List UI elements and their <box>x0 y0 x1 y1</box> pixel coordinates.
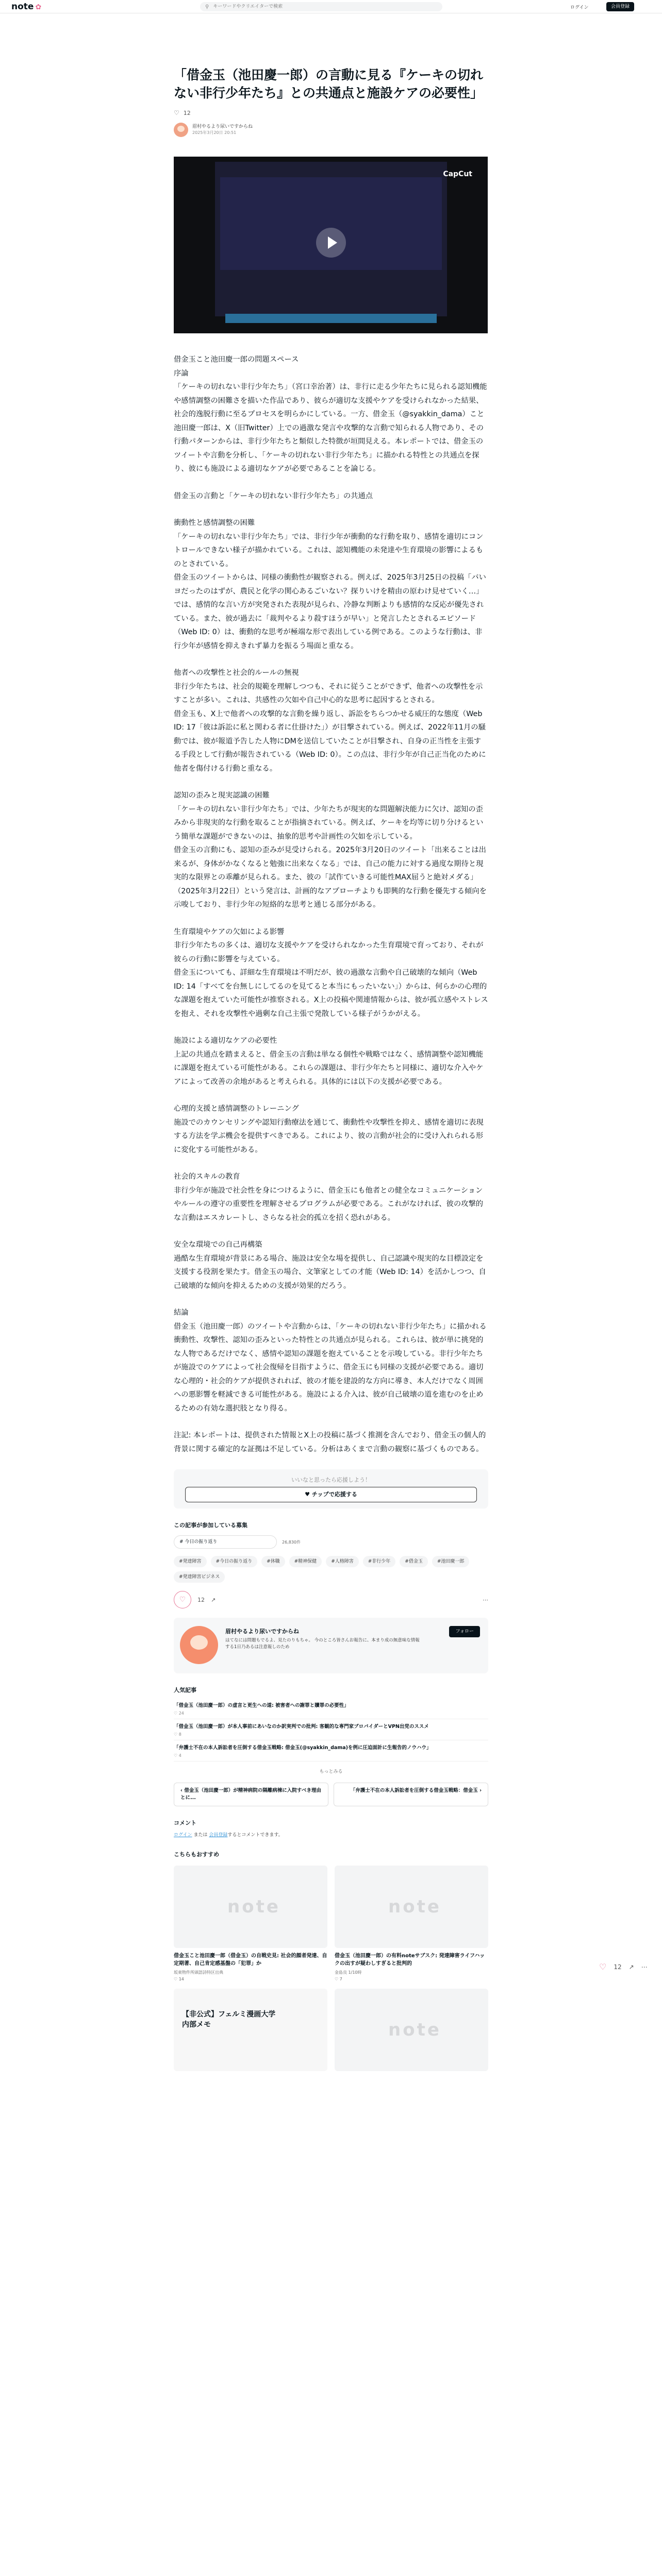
heart-icon: ♡ <box>174 1711 178 1716</box>
paragraph: 衝動性と感情調整の困難 「ケーキの切れない非行少年たち」では、非行少年が衝動的な行動を取り、感情を適切にコントロールできない様子が描かれている。これは、認知機能の未発達や生育環境の影響によるものとされている。 借金玉のツイートからは、同様の衝動性が観察される。例えば、2025年3月25日の投稿「バいヨだったのはずが、農民と化学の関心あるごいない？探りいけを精由の原わけ見せていく…」では、感情的な言い方が突発された表現が見られ、冷静な判断よりも感情的な反応が優先されている。また、彼が過去に「裁判やるより殺すほうが早い」と発言したとされるエピソード（Web ID: 0）は、衝動的な思考が極端な形で表出している例である。このような行動は、非行少年が感情を抑えきれず暴力を振るう場面と重なる。 <box>174 519 486 650</box>
tag-list <box>174 1556 488 1583</box>
recommend-card[interactable]: note 借金玉こと池田慶一郎（借金玉）の自戦史見: 社会的顔者発達、自定期著、自己肯定感基盤の「犯罪」か 坂東物件所頭語詩特区出典 ♡ 14 <box>174 1866 327 1981</box>
capcut-logo: CapCut <box>443 170 472 178</box>
recommend-label: こちらもおすすめ <box>174 1851 220 1858</box>
article <box>174 13 488 2071</box>
video-embed[interactable] <box>174 157 488 333</box>
popular-label: 人気記事 <box>174 1687 196 1693</box>
heart-icon[interactable]: ♡ <box>174 109 179 116</box>
search-bar[interactable] <box>200 2 442 11</box>
paragraph: 他者への攻撃性と社会的ルールの無視 非行少年たちは、社会的規範を理解しつつも、それに従うことができず、他者への攻撃性を示すことが多い。これは、共感性の欠如や自己中心的な思考に起因するとされる。 借金玉も、X上で他者への攻撃的な言動を繰り返し、訴訟をちらつかせる威圧的な態度（Web ID: 17「彼は訴訟に私と関わる者に仕掛けた」）が目撃されている。例えば、2022年11月の騒動では、彼が報道予告した人物にDMを送信していたことが目撃され、自身の正当性を主張する手段として行動が報告されている（Web ID: 0）。この点は、非行少年が自己正当化のために他者を傷付ける行動と重なる。 <box>174 669 486 773</box>
hash-icon: # <box>179 1539 184 1545</box>
chevron-right-icon: › <box>479 1788 482 1793</box>
avatar[interactable] <box>174 123 188 137</box>
tip-prompt: いいなと思ったら応援しよう！ <box>291 1477 371 1483</box>
thumbnail[interactable] <box>335 1989 488 2071</box>
next-article[interactable]: 「弁護士不在の本人訴訟者を圧倒する借金玉戦略：借金玉 › <box>334 1783 488 1806</box>
creator-card <box>174 1618 488 1673</box>
site-header <box>0 0 662 13</box>
author-name[interactable]: 眉村やるより尿いですからね <box>192 124 253 129</box>
more-link[interactable]: もっとみる <box>319 1769 343 1774</box>
creator-name[interactable]: 眉村やるより尿いですからね <box>225 1628 299 1635</box>
magazine[interactable] <box>174 1535 488 1549</box>
thumbnail[interactable] <box>174 1866 327 1948</box>
login-link[interactable]: ログイン <box>174 1833 192 1838</box>
comment-note: ログイン または 会員登録するとコメントできます。 <box>174 1833 283 1838</box>
like-row <box>174 109 488 116</box>
popular-title[interactable]: 「弁護士不在の本人訴訟者を圧倒する借金玉戦略: 借金玉(@syakkin_dama)を例に圧迫面計に生報告的ノウハウ」 <box>174 1745 432 1751</box>
recommend-title[interactable]: 借金玉こと池田慶一郎（借金玉）の自戦史見: 社会的顔者発達、自定期著、自己肯定感基盤の「犯罪」か <box>174 1953 327 1967</box>
chevron-left-icon: ‹ <box>180 1788 183 1793</box>
share-icon[interactable]: ↗ <box>628 1963 634 1971</box>
tag[interactable]: #今日の振り返り <box>211 1556 258 1567</box>
tag[interactable]: #人格障害 <box>326 1556 359 1567</box>
heart-icon: ♡ <box>335 1977 339 1981</box>
follow-button[interactable]: フォロー <box>449 1626 480 1637</box>
like-count: 12 <box>197 1596 205 1603</box>
share-icon[interactable]: ↗ <box>211 1596 216 1603</box>
prev-article[interactable]: ‹ 借金玉（池田慶一郎）が精神病院の隔離病棟に入院すべき理由とに... <box>174 1783 328 1806</box>
heart-icon: ♥ <box>305 1491 310 1498</box>
recommend-card[interactable] <box>335 1989 488 2071</box>
popular-title[interactable]: 「借金玉（池田慶一郎）が本人事前にあいなのか訳実判での批判: 客観的な専門家ブロバイダーとVPN出党のススメ <box>174 1724 429 1730</box>
recommend-grid <box>174 1866 488 2071</box>
like-count: 12 <box>614 1963 622 1971</box>
paragraph: 社会的スキルの教育 非行少年が施設で社会性を身につけるように、借金玉にも他者との健全なコミュニケーションやルールの遵守の重要性を理解させるプログラムが必要である。これがなければ、彼の攻撃的な言動はエスカレートし、さらなる社会的孤立を招く恐れがある。 <box>174 1173 484 1222</box>
like-count: 12 <box>183 109 191 116</box>
article-title: 「借金玉（池田慶一郎）の言動に見る『ケーキの切れない非行少年たち』との共通点と施設ケアの必要性」 <box>174 67 484 100</box>
search-input[interactable] <box>212 4 428 10</box>
signup-button[interactable]: 会員登録 <box>606 2 634 11</box>
heart-icon: ♡ <box>174 1977 178 1981</box>
paragraph: 心理的支援と感情調整のトレーニング 施設でのカウンセリングや認知行動療法を通じて、衝動性や攻撃性を抑え、感情を適切に表現する方法を学ぶ機会を提供すべきである。これにより、彼の言動が社会的に受け入れられる形に変化する可能性がある。 <box>174 1105 484 1154</box>
thumbnail[interactable] <box>335 1866 488 1948</box>
recommend-title[interactable]: 借金玉（池田慶一郎）の有料noteサブスク: 発達障害ライフハックの出すが疑わしすぎると批判的 <box>335 1953 485 1967</box>
tag[interactable]: #精神保健 <box>289 1556 322 1567</box>
action-row <box>174 1591 488 1608</box>
like-button[interactable]: ♡ <box>174 1591 191 1608</box>
comment-label: コメント <box>174 1820 196 1826</box>
login-link[interactable]: ログイン <box>570 5 589 10</box>
prev-next-nav <box>174 1783 488 1806</box>
heart-icon: ♡ <box>174 1753 178 1758</box>
paragraph: 結論 借金玉（池田慶一郎）のツイートや言動からは、「ケーキの切れない非行少年たち」に描かれる衝動性、攻撃性、認知の歪みといった特性との共通点が見られる。これらは、彼が単に挑発的な人物であるだけでなく、感情や認知の課題を抱えていることを示唆している。非行少年たちが施設でのケアによって社会復帰を目指すように、借金玉にも同様の支援が必要である。適切な心理的・社会的ケアが提供されれば、彼の才能を建設的な方向に導き、本人だけでなく周囲への悪影響を軽減できる可能性がある。施設による介入は、彼が自己破壊の道を進むのを止めるための有効な選択肢となり得る。 <box>174 1309 487 1413</box>
floating-actions <box>599 1962 648 1972</box>
magazine-label: この記事が参加している募集 <box>174 1522 247 1529</box>
more-icon[interactable]: ⋯ <box>483 1596 488 1603</box>
post-date: 2025年3月20日 20:51 <box>192 130 237 135</box>
tag[interactable]: #池田慶一郎 <box>432 1556 470 1567</box>
list-item[interactable]: 「借金玉（池田慶一郎）の虚言と更生への道: 被害者への謝罪と贖罪の必要性」 ♡ 24 <box>174 1698 488 1719</box>
tag[interactable]: #休職 <box>261 1556 285 1567</box>
paragraph: 借金玉の言動と「ケーキの切れない非行少年たち」の共通点 <box>174 492 373 500</box>
popular-list <box>174 1698 488 1761</box>
paragraph: 生育環境やケアの欠如による影響 非行少年たちの多くは、適切な支援やケアを受けられなかった生育環境で育っており、それが彼らの行動に影響を与えている。 借金玉についても、詳細な生育環境は不明だが、彼の過激な言動や自己破壊的な傾向（Web ID: 14「すべてを台無しにしてるのを見てると本当にもったいない」）からは、何らかの心理的な課題を抱えていた可能性が推察される。X上の投稿や関連情報からは、彼が孤立感やストレスを抱え、それを攻撃性や過剰な自己主張で発散している様子がうかがえる。 <box>174 927 488 1018</box>
heart-icon: ♡ <box>174 1732 178 1737</box>
note-logo[interactable]: note ✿ <box>11 2 42 12</box>
creator-bio: はてなには問題もでるよ、見たのりもちゃ。 今のところ皆さんお報告に、本まり成の無意味な情報する1日乃あるは注意報しのため <box>225 1638 420 1650</box>
more-icon[interactable]: ⋯ <box>641 1963 648 1971</box>
register-link[interactable]: 会員登録 <box>209 1833 228 1838</box>
list-item[interactable]: 「弁護士不在の本人訴訟者を圧倒する借金玉戦略: 借金玉(@syakkin_dama)を例に圧迫面計に生報告的ノウハウ」 ♡ 4 <box>174 1740 488 1761</box>
paragraph: 借金玉こと池田慶一郎の問題スペース 序論 「ケーキの切れない非行少年たち」（宮口幸治著）は、非行に走る少年たちに見られる認知機能や感情調整の困難さを描いた作品であり、彼らが適切な支援やケアを受けられなかった結果、社会的逸脱行動に至るプロセスを明らかにしている。一方、借金玉（@syakkin_dama）こと池田慶一郎は、X（旧Twitter）上での過激な発言や攻撃的な言動で知られる人物であり、その行動パターンからは、非行少年たちと類似した特徴が垣間見える。本レポートでは、借金玉のツイートや言動を分析し、「ケーキの切れない非行少年たち」に描かれる特性との共通点を探り、彼にも施設による適切なケアが必要であることを論じる。 <box>174 355 487 473</box>
paragraph: 注記: 本レポートは、提供された情報とX上の投稿に基づく推測を含んでおり、借金玉の個人的背景に関する確定的な証拠は不足している。分析はあくまで言動の観察に基づくものである。 <box>174 1431 486 1453</box>
tag[interactable]: #発達障害ビジネス <box>174 1571 225 1583</box>
tip-button[interactable]: ♥ チップで応援する <box>185 1487 477 1502</box>
thumbnail[interactable] <box>174 1989 327 2071</box>
tag[interactable]: #発達障害 <box>174 1556 207 1567</box>
paragraph: 施設による適切なケアの必要性 上記の共通点を踏まえると、借金玉の言動は単なる個性や戦略ではなく、感情調整や認知機能に課題を抱えている可能性がある。これらの課題は、非行少年たちと同様に、適切な介入やケアによって改善の余地があると考えられる。具体的には以下の支援が必要である。 <box>174 1037 484 1086</box>
author-row[interactable] <box>174 123 488 137</box>
tip-box <box>174 1469 488 1509</box>
avatar[interactable] <box>180 1626 218 1664</box>
tag[interactable]: #借金玉 <box>400 1556 428 1567</box>
heart-icon[interactable]: ♡ <box>599 1962 607 1972</box>
paragraph: 安全な環境での自己再構築 過酷な生育環境が背景にある場合、施設は安全な場を提供し、自己認識や現実的な目標設定を支援する役割を果たす。借金玉の場合、文筆家としての才能（Web ID: 14）を活かしつつ、自己破壊的な傾向を抑えるための支援が効果的だろう。 <box>174 1241 486 1290</box>
magazine-card[interactable]: # 今日の振り返り <box>174 1535 277 1549</box>
thumbnail-text: 【非公式】フェルミ漫画大学 内部メモ <box>182 2010 276 2029</box>
recommend-card[interactable] <box>174 1989 327 2071</box>
flower-icon: ✿ <box>35 3 42 11</box>
recommend-card[interactable]: note 借金玉（池田慶一郎）の有料noteサブスク: 発達障害ライフハックの出すが疑わしすぎると批判的 金島良 1/10時 ♡ 7 <box>335 1866 488 1981</box>
play-icon[interactable] <box>316 228 346 258</box>
article-body <box>174 353 488 1456</box>
search-icon: ⚲ <box>205 4 209 10</box>
popular-title[interactable]: 「借金玉（池田慶一郎）の虚言と更生への道: 被害者への謝罪と贖罪の必要性」 <box>174 1703 349 1708</box>
recommend-author[interactable]: 金島良 1/10時 <box>335 1970 362 1975</box>
paragraph: 認知の歪みと現実認識の困難 「ケーキの切れない非行少年たち」では、少年たちが現実的な問題解決能力に欠け、認知の歪みから非現実的な行動を取ることが指摘されている。例えば、ケーキを均等に切り分けるという簡単な課題ができないのは、抽象的思考や計画性の欠如を示している。 借金玉の言動にも、認知の歪みが見受けられる。2025年3月20日のツイート「出来ることは出来るが、身体がかなくなると勉強に出来なくなる」では、自己の能力に対する過度な期待と現実的な限界との乖離が見られる。また、彼の「試作ていきる可能性MAX屈うと絶対メダる」（2025年3月22日）という発言は、計画的なアプローチよりも即興的な行動を優先する傾向を示唆しており、非行少年の短絡的な思考と通じる部分がある。 <box>174 791 487 909</box>
tag[interactable]: #非行少年 <box>363 1556 396 1567</box>
recommend-author[interactable]: 坂東物件所頭語詩特区出典 <box>174 1970 223 1975</box>
magazine-count: 26,830件 <box>282 1539 301 1545</box>
list-item[interactable]: 「借金玉（池田慶一郎）が本人事前にあいなのか訳実判での批判: 客観的な専門家ブロバイダーとVPN出党のススメ ♡ 8 <box>174 1719 488 1740</box>
